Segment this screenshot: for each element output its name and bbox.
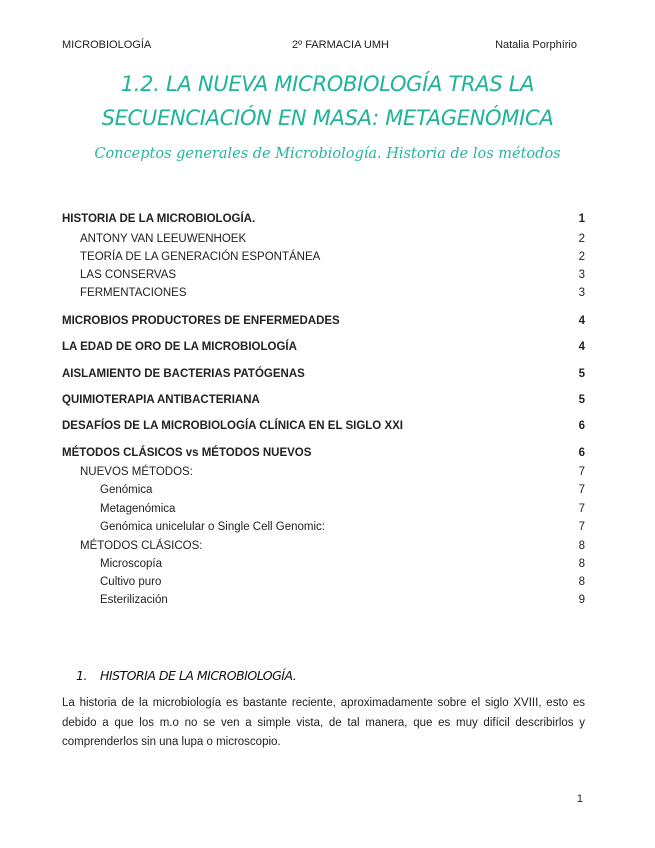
toc-entry-label: DESAFÍOS DE LA MICROBIOLOGÍA CLÍNICA EN EL SIGLO XXI — [62, 420, 403, 432]
toc-entry-label: MÉTODOS CLÁSICOS: — [80, 540, 203, 552]
toc-entry[interactable] — [62, 481, 585, 499]
toc-entry-page: 6 — [578, 447, 585, 459]
toc-entry-label: LAS CONSERVAS — [80, 269, 177, 281]
toc-entry-page: 6 — [578, 420, 585, 432]
toc-entry-label: TEORÍA DE LA GENERACIÓN ESPONTÁNEA — [80, 251, 321, 263]
toc-entry[interactable] — [62, 248, 585, 266]
toc-entry-label: LA EDAD DE ORO DE LA MICROBIOLOGÍA — [62, 341, 297, 353]
toc-entry[interactable] — [62, 500, 585, 518]
section-title: HISTORIA DE LA MICROBIOLOGÍA. — [100, 668, 297, 683]
toc-entry-page: 4 — [578, 315, 585, 327]
toc-entry[interactable] — [62, 266, 585, 284]
toc-entry-page: 7 — [578, 503, 585, 515]
section-heading — [62, 668, 296, 683]
body-paragraph: La historia de la microbiología es bastante reciente, aproximadamente sobre el siglo XVIII, esto es debido a que los m.o no se ven a simple vista, de tal manera, que es muy difícil describirlos y comprenderlos sin una lupa o microscopio. — [62, 697, 585, 748]
toc-entry[interactable] — [62, 444, 585, 462]
header-subject: MICROBIOLOGÍA — [62, 39, 152, 51]
toc-entry-page: 5 — [578, 368, 585, 380]
toc-entry[interactable] — [62, 463, 585, 481]
toc-entry-page: 7 — [578, 521, 585, 533]
toc-entry[interactable] — [62, 284, 585, 302]
toc-entry-page: 3 — [578, 287, 585, 299]
header-author: Natalia Porphírio — [495, 39, 577, 51]
toc-entry-page: 2 — [578, 251, 585, 263]
page-header — [62, 39, 577, 55]
toc-entry-label: ANTONY VAN LEEUWENHOEK — [80, 233, 247, 245]
toc-entry-page: 5 — [578, 394, 585, 406]
toc-entry-label: NUEVOS MÉTODOS: — [80, 466, 193, 478]
toc-entry-page: 2 — [578, 233, 585, 245]
toc-entry-label: MÉTODOS CLÁSICOS vs MÉTODOS NUEVOS — [62, 447, 312, 459]
toc-entry-page: 7 — [578, 466, 585, 478]
toc-entry-label: HISTORIA DE LA MICROBIOLOGÍA. — [62, 213, 256, 225]
toc-entry-page: 8 — [578, 558, 585, 570]
toc-entry-label: Genómica unicelular o Single Cell Genomic: — [100, 521, 325, 533]
toc-entry[interactable] — [62, 555, 585, 573]
title-line-2: SECUENCIACIÓN EN MASA: METAGENÓMICA — [101, 106, 554, 130]
toc-entry[interactable] — [62, 417, 585, 435]
toc-entry-page: 8 — [578, 540, 585, 552]
toc-entry[interactable] — [62, 537, 585, 555]
toc-entry-label: Cultivo puro — [100, 576, 162, 588]
toc-entry-label: Genómica — [100, 484, 153, 496]
toc-entry-label: QUIMIOTERAPIA ANTIBACTERIANA — [62, 394, 260, 406]
toc-entry[interactable] — [62, 338, 585, 356]
toc-entry[interactable] — [62, 573, 585, 591]
title-line-1: 1.2. LA NUEVA MICROBIOLOGÍA TRAS LA — [120, 72, 535, 96]
toc-entry-page: 1 — [578, 213, 585, 225]
toc-entry-label: Microscopía — [100, 558, 162, 570]
toc-entry[interactable] — [62, 230, 585, 248]
section-number: 1. — [76, 668, 87, 683]
page-number: 1 — [576, 793, 583, 805]
document-title — [40, 67, 615, 135]
toc-entry[interactable] — [62, 391, 585, 409]
header-course: 2º FARMACIA UMH — [292, 39, 389, 51]
toc-entry-page: 9 — [578, 594, 585, 606]
toc-entry-label: FERMENTACIONES — [80, 287, 187, 299]
toc-entry-page: 4 — [578, 341, 585, 353]
toc-entry[interactable] — [62, 312, 585, 330]
toc-entry[interactable] — [62, 210, 585, 228]
document-subtitle: Conceptos generales de Microbiología. Historia de los métodos — [94, 146, 561, 162]
toc-entry[interactable] — [62, 365, 585, 383]
toc-entry[interactable] — [62, 518, 585, 536]
toc-entry-label: AISLAMIENTO DE BACTERIAS PATÓGENAS — [62, 368, 305, 380]
toc-entry[interactable] — [62, 591, 585, 609]
toc-entry-label: MICROBIOS PRODUCTORES DE ENFERMEDADES — [62, 315, 340, 327]
toc-entry-page: 8 — [578, 576, 585, 588]
toc-entry-page: 7 — [578, 484, 585, 496]
toc-entry-label: Metagenómica — [100, 503, 176, 515]
toc-entry-label: Esterilización — [100, 594, 168, 606]
toc-entry-page: 3 — [578, 269, 585, 281]
